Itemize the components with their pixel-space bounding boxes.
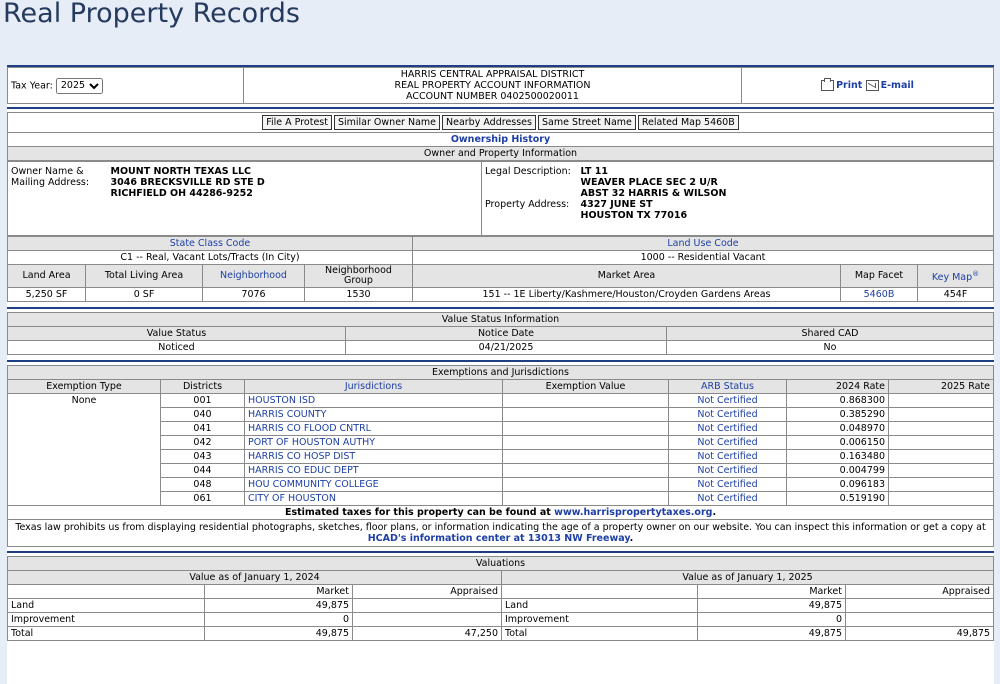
owner-section-title: Owner and Property Information — [8, 147, 994, 161]
related-map-button[interactable]: Related Map 5460B — [638, 115, 739, 130]
arb-status[interactable]: Not Certified — [669, 394, 787, 408]
jurisdiction-link[interactable]: HOU COMMUNITY COLLEGE — [245, 478, 503, 492]
legal-label: Legal Description: — [485, 166, 571, 177]
valuations-title: Valuations — [8, 557, 994, 571]
rate-2025 — [889, 436, 994, 450]
living-area-value: 0 SF — [86, 288, 203, 302]
land-area-value: 5,250 SF — [8, 288, 86, 302]
law-text: Texas law prohibits us from displaying residential photographs, sketches, floor plans, or information indicating the age of a property owner on our website. You can inspect this information or get a copy at — [15, 522, 986, 533]
legal-label-cell — [482, 162, 578, 236]
exemption-rows — [8, 394, 994, 506]
arb-status[interactable]: Not Certified — [669, 478, 787, 492]
rate-2024-header: 2024 Rate — [787, 380, 889, 394]
exemptions-table — [7, 365, 994, 547]
owner-address-1: 3046 BRECKSVILLE RD STE D — [110, 177, 265, 188]
property-address-label: Property Address: — [485, 199, 570, 210]
jurisdiction-link[interactable]: HARRIS COUNTY — [245, 408, 503, 422]
rate-2025 — [889, 478, 994, 492]
appraised-2024-header: Appraised — [353, 585, 502, 599]
land-info — [7, 236, 994, 302]
rate-2024: 0.004799 — [787, 464, 889, 478]
taxes-end: . — [712, 507, 717, 518]
market-2025: 49,875 — [698, 627, 846, 641]
valuation-row — [8, 599, 994, 613]
same-street-button[interactable]: Same Street Name — [538, 115, 636, 130]
email-link[interactable] — [866, 80, 914, 91]
market-2024-header: Market — [205, 585, 353, 599]
owner-value-cell — [108, 162, 482, 236]
exemptions-title: Exemptions and Jurisdictions — [8, 366, 994, 380]
law-note — [8, 520, 994, 547]
rate-2024: 0.868300 — [787, 394, 889, 408]
exemption-value — [503, 422, 669, 436]
valuation-row — [8, 627, 994, 641]
arb-status[interactable]: Not Certified — [669, 464, 787, 478]
jurisdiction-link[interactable]: PORT OF HOUSTON AUTHY — [245, 436, 503, 450]
key-map-value: 454F — [918, 288, 994, 302]
district-code: 001 — [161, 394, 245, 408]
email-label: E-mail — [880, 80, 914, 91]
exemption-value — [503, 478, 669, 492]
arb-status-header[interactable]: ARB Status — [669, 380, 787, 394]
legal-value-cell — [578, 162, 994, 236]
legal-line-2: WEAVER PLACE SEC 2 U/R — [580, 177, 718, 188]
exemption-value-header: Exemption Value — [503, 380, 669, 394]
tax-year-cell — [8, 68, 244, 104]
market-2024: 0 — [205, 613, 353, 627]
valuation-2025-header: Value as of January 1, 2025 — [502, 571, 994, 585]
hcad-info-center-link[interactable]: HCAD's information center at 13013 NW Freeway — [367, 533, 630, 544]
rate-2024: 0.006150 — [787, 436, 889, 450]
district-code: 044 — [161, 464, 245, 478]
state-class-value: C1 -- Real, Vacant Lots/Tracts (In City) — [8, 251, 413, 265]
similar-owner-button[interactable]: Similar Owner Name — [334, 115, 440, 130]
neighborhood-group-value: 1530 — [305, 288, 413, 302]
exemption-value — [503, 450, 669, 464]
jurisdiction-link[interactable]: HARRIS CO HOSP DIST — [245, 450, 503, 464]
neighborhood-value: 7076 — [203, 288, 305, 302]
market-2025-header: Market — [698, 585, 846, 599]
jurisdictions-header[interactable]: Jurisdictions — [245, 380, 503, 394]
owner-name: MOUNT NORTH TEXAS LLC — [110, 166, 252, 177]
valuation-label-2024: Land — [8, 599, 205, 613]
value-status-table — [7, 312, 994, 355]
rate-2025 — [889, 422, 994, 436]
valuation-label-2024: Improvement — [8, 613, 205, 627]
districts-header: Districts — [161, 380, 245, 394]
state-class-header[interactable]: State Class Code — [8, 237, 413, 251]
account-number: ACCOUNT NUMBER 0402500020011 — [406, 91, 579, 102]
neighborhood-group-header-2: Group — [344, 275, 373, 286]
notice-date-value: 04/21/2025 — [346, 341, 667, 355]
appraised-2025: 49,875 — [846, 627, 994, 641]
valuation-2024-header: Value as of January 1, 2024 — [8, 571, 502, 585]
living-area-header: Total Living Area — [86, 265, 203, 288]
ownership-history-cell — [8, 133, 994, 147]
property-address-1: 4327 JUNE ST — [580, 199, 653, 210]
district-name: HARRIS CENTRAL APPRAISAL DISTRICT — [400, 69, 585, 80]
owner-info — [7, 161, 994, 236]
appraised-2025-header: Appraised — [846, 585, 994, 599]
market-2025: 49,875 — [698, 599, 846, 613]
rate-2025 — [889, 450, 994, 464]
map-facet-header: Map Facet — [841, 265, 918, 288]
appraised-2025 — [846, 599, 994, 613]
district-code: 061 — [161, 492, 245, 506]
owner-label-cell — [8, 162, 108, 236]
value-status-title: Value Status Information — [8, 313, 994, 327]
valuation-label-2025: Total — [502, 627, 698, 641]
rate-2024: 0.048970 — [787, 422, 889, 436]
property-record-panel — [7, 65, 994, 684]
value-status-value: Noticed — [8, 341, 346, 355]
valuation-label-2024: Total — [8, 627, 205, 641]
page-title: Real Property Records — [3, 0, 300, 29]
taxes-note — [8, 506, 994, 520]
arb-status[interactable]: Not Certified — [669, 422, 787, 436]
exemption-value — [503, 394, 669, 408]
tax-year-label: Tax Year: — [11, 80, 53, 91]
rate-2025 — [889, 464, 994, 478]
print-link[interactable] — [821, 80, 866, 91]
district-code: 048 — [161, 478, 245, 492]
rate-2025-header: 2025 Rate — [889, 380, 994, 394]
mail-icon — [866, 80, 879, 91]
notice-date-header: Notice Date — [346, 327, 667, 341]
exemption-value — [503, 408, 669, 422]
valuations-table — [7, 556, 994, 641]
market-2024: 49,875 — [205, 599, 353, 613]
valuation-label-2025: Improvement — [502, 613, 698, 627]
ownership-history-link[interactable]: Ownership History — [450, 134, 551, 145]
shared-cad-value: No — [667, 341, 994, 355]
arb-status[interactable]: Not Certified — [669, 408, 787, 422]
file-protest-button[interactable]: File A Protest — [262, 115, 332, 130]
rate-2025 — [889, 394, 994, 408]
legal-line-3: ABST 32 HARRIS & WILSON — [580, 188, 727, 199]
jurisdiction-link[interactable]: CITY OF HOUSTON — [245, 492, 503, 506]
market-2025: 0 — [698, 613, 846, 627]
rate-2025 — [889, 492, 994, 506]
property-address-2: HOUSTON TX 77016 — [580, 210, 688, 221]
exemption-type-header: Exemption Type — [8, 380, 161, 394]
market-2024: 49,875 — [205, 627, 353, 641]
exemption-value — [503, 464, 669, 478]
jurisdiction-link[interactable]: HARRIS CO EDUC DEPT — [245, 464, 503, 478]
arb-status[interactable]: Not Certified — [669, 492, 787, 506]
district-code: 041 — [161, 422, 245, 436]
exemption-type-value: None — [8, 394, 161, 506]
exemption-value — [503, 436, 669, 450]
land-area-header: Land Area — [8, 265, 86, 288]
jurisdiction-link[interactable]: HARRIS CO FLOOD CNTRL — [245, 422, 503, 436]
shared-cad-header: Shared CAD — [667, 327, 994, 341]
district-code: 042 — [161, 436, 245, 450]
rate-2024: 0.163480 — [787, 450, 889, 464]
arb-status[interactable]: Not Certified — [669, 450, 787, 464]
appraised-2024 — [353, 599, 502, 613]
valuation-rows — [8, 599, 994, 641]
appraised-2024: 47,250 — [353, 627, 502, 641]
neighborhood-header[interactable]: Neighborhood — [203, 265, 305, 288]
valuation-label-2025: Land — [502, 599, 698, 613]
neighborhood-group-header-1: Neighborhood — [325, 265, 392, 276]
market-area-header: Market Area — [413, 265, 841, 288]
land-use-header[interactable]: Land Use Code — [413, 237, 994, 251]
map-facet-link[interactable]: 5460B — [841, 288, 918, 302]
tax-year-select[interactable] — [56, 78, 103, 94]
law-end: . — [629, 533, 634, 544]
nearby-addresses-button[interactable]: Nearby Addresses — [442, 115, 536, 130]
account-subtitle: REAL PROPERTY ACCOUNT INFORMATION — [394, 80, 591, 91]
key-map-label: Key Map — [931, 272, 973, 284]
exemption-row — [8, 394, 994, 408]
land-use-value: 1000 -- Residential Vacant — [413, 251, 994, 265]
taxes-link[interactable]: www.harrispropertytaxes.org — [554, 507, 713, 518]
key-map-header[interactable] — [918, 265, 994, 288]
mailing-label: Mailing Address: — [11, 177, 90, 188]
share-actions-cell — [742, 68, 994, 104]
printer-icon — [821, 80, 834, 91]
market-area-value: 151 -- 1E Liberty/Kashmere/Houston/Croyden Gardens Areas — [413, 288, 841, 302]
rate-2024: 0.519190 — [787, 492, 889, 506]
exemption-value — [503, 492, 669, 506]
account-info-cell — [244, 68, 742, 104]
valuation-row — [8, 613, 994, 627]
action-bar — [7, 112, 994, 161]
legal-line-1: LT 11 — [580, 166, 608, 177]
neighborhood-group-header — [305, 265, 413, 288]
arb-status[interactable]: Not Certified — [669, 436, 787, 450]
owner-label: Owner Name & — [11, 166, 84, 177]
rate-2024: 0.096183 — [787, 478, 889, 492]
action-buttons-cell — [8, 113, 994, 133]
print-label: Print — [836, 80, 863, 91]
account-header — [7, 67, 994, 104]
rate-2025 — [889, 408, 994, 422]
taxes-text: Estimated taxes for this property can be found at — [284, 507, 551, 518]
appraised-2025 — [846, 613, 994, 627]
value-status-header: Value Status — [8, 327, 346, 341]
registered-mark: ® — [972, 269, 980, 278]
district-code: 043 — [161, 450, 245, 464]
rate-2024: 0.385290 — [787, 408, 889, 422]
owner-address-2: RICHFIELD OH 44286-9252 — [110, 188, 253, 199]
district-code: 040 — [161, 408, 245, 422]
appraised-2024 — [353, 613, 502, 627]
jurisdiction-link[interactable]: HOUSTON ISD — [245, 394, 503, 408]
